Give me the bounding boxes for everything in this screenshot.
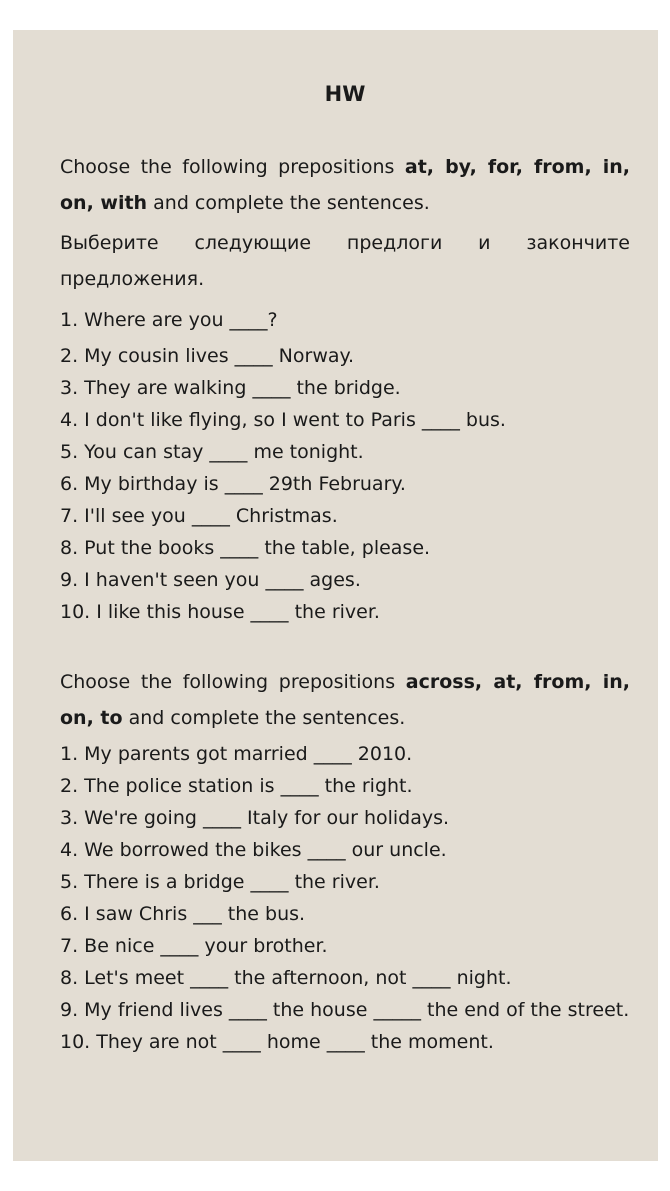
section1-exercise-list xyxy=(60,304,506,628)
exercise-item: 8. Put the books ____ the table, please. xyxy=(60,537,431,559)
exercise-item: 5. You can stay ____ me tonight. xyxy=(60,441,364,463)
exercise-item: 3. We're going ____ Italy for our holidays. xyxy=(60,807,450,829)
exercise-item: 2. My cousin lives ____ Norway. xyxy=(60,345,355,367)
exercise-item: 8. Let's meet ____ the afternoon, not ____ night. xyxy=(60,967,512,989)
page-title: HW xyxy=(324,82,366,106)
exercise-item: 10. They are not ____ home ____ the moment. xyxy=(60,1031,494,1053)
exercise-item: 1. My parents got married ____ 2010. xyxy=(60,743,413,765)
section2-exercise-list xyxy=(60,738,629,1058)
section1-instructions-text: Choose the following prepositions xyxy=(60,156,405,178)
exercise-item: 6. My birthday is ____ 29th February. xyxy=(60,473,406,495)
section2-instructions-text: Choose the following prepositions xyxy=(60,671,406,693)
section2-instructions-end: and complete the sentences. xyxy=(122,707,406,729)
exercise-item: 1. Where are you ____? xyxy=(60,309,278,331)
section1-instructions-ru: Выберите следующие предлоги и закончите предложения. xyxy=(60,232,630,290)
exercise-item: 9. I haven't seen you ____ ages. xyxy=(60,569,361,591)
section2-instructions xyxy=(60,664,630,736)
exercise-item: 2. The police station is ____ the right. xyxy=(60,775,413,797)
exercise-item: 7. Be nice ____ your brother. xyxy=(60,935,328,957)
exercise-item: 9. My friend lives ____ the house _____ the end of the street. xyxy=(60,999,630,1021)
exercise-item: 3. They are walking ____ the bridge. xyxy=(60,377,401,399)
exercise-item: 4. I don't like flying, so I went to Paris ____ bus. xyxy=(60,409,506,431)
exercise-item: 6. I saw Chris ___ the bus. xyxy=(60,903,306,925)
exercise-item: 7. I'll see you ____ Christmas. xyxy=(60,505,338,527)
worksheet-page xyxy=(13,30,658,1161)
exercise-item: 5. There is a bridge ____ the river. xyxy=(60,871,380,893)
section1-instructions xyxy=(60,149,630,221)
section1-prepositions: at, by, for, from, in, on, with xyxy=(60,156,630,214)
exercise-item: 4. We borrowed the bikes ____ our uncle. xyxy=(60,839,447,861)
exercise-item: 10. I like this house ____ the river. xyxy=(60,601,380,623)
section1-instructions-end: and complete the sentences. xyxy=(147,192,430,214)
section2-prepositions: across, at, from, in, on, to xyxy=(60,671,631,729)
